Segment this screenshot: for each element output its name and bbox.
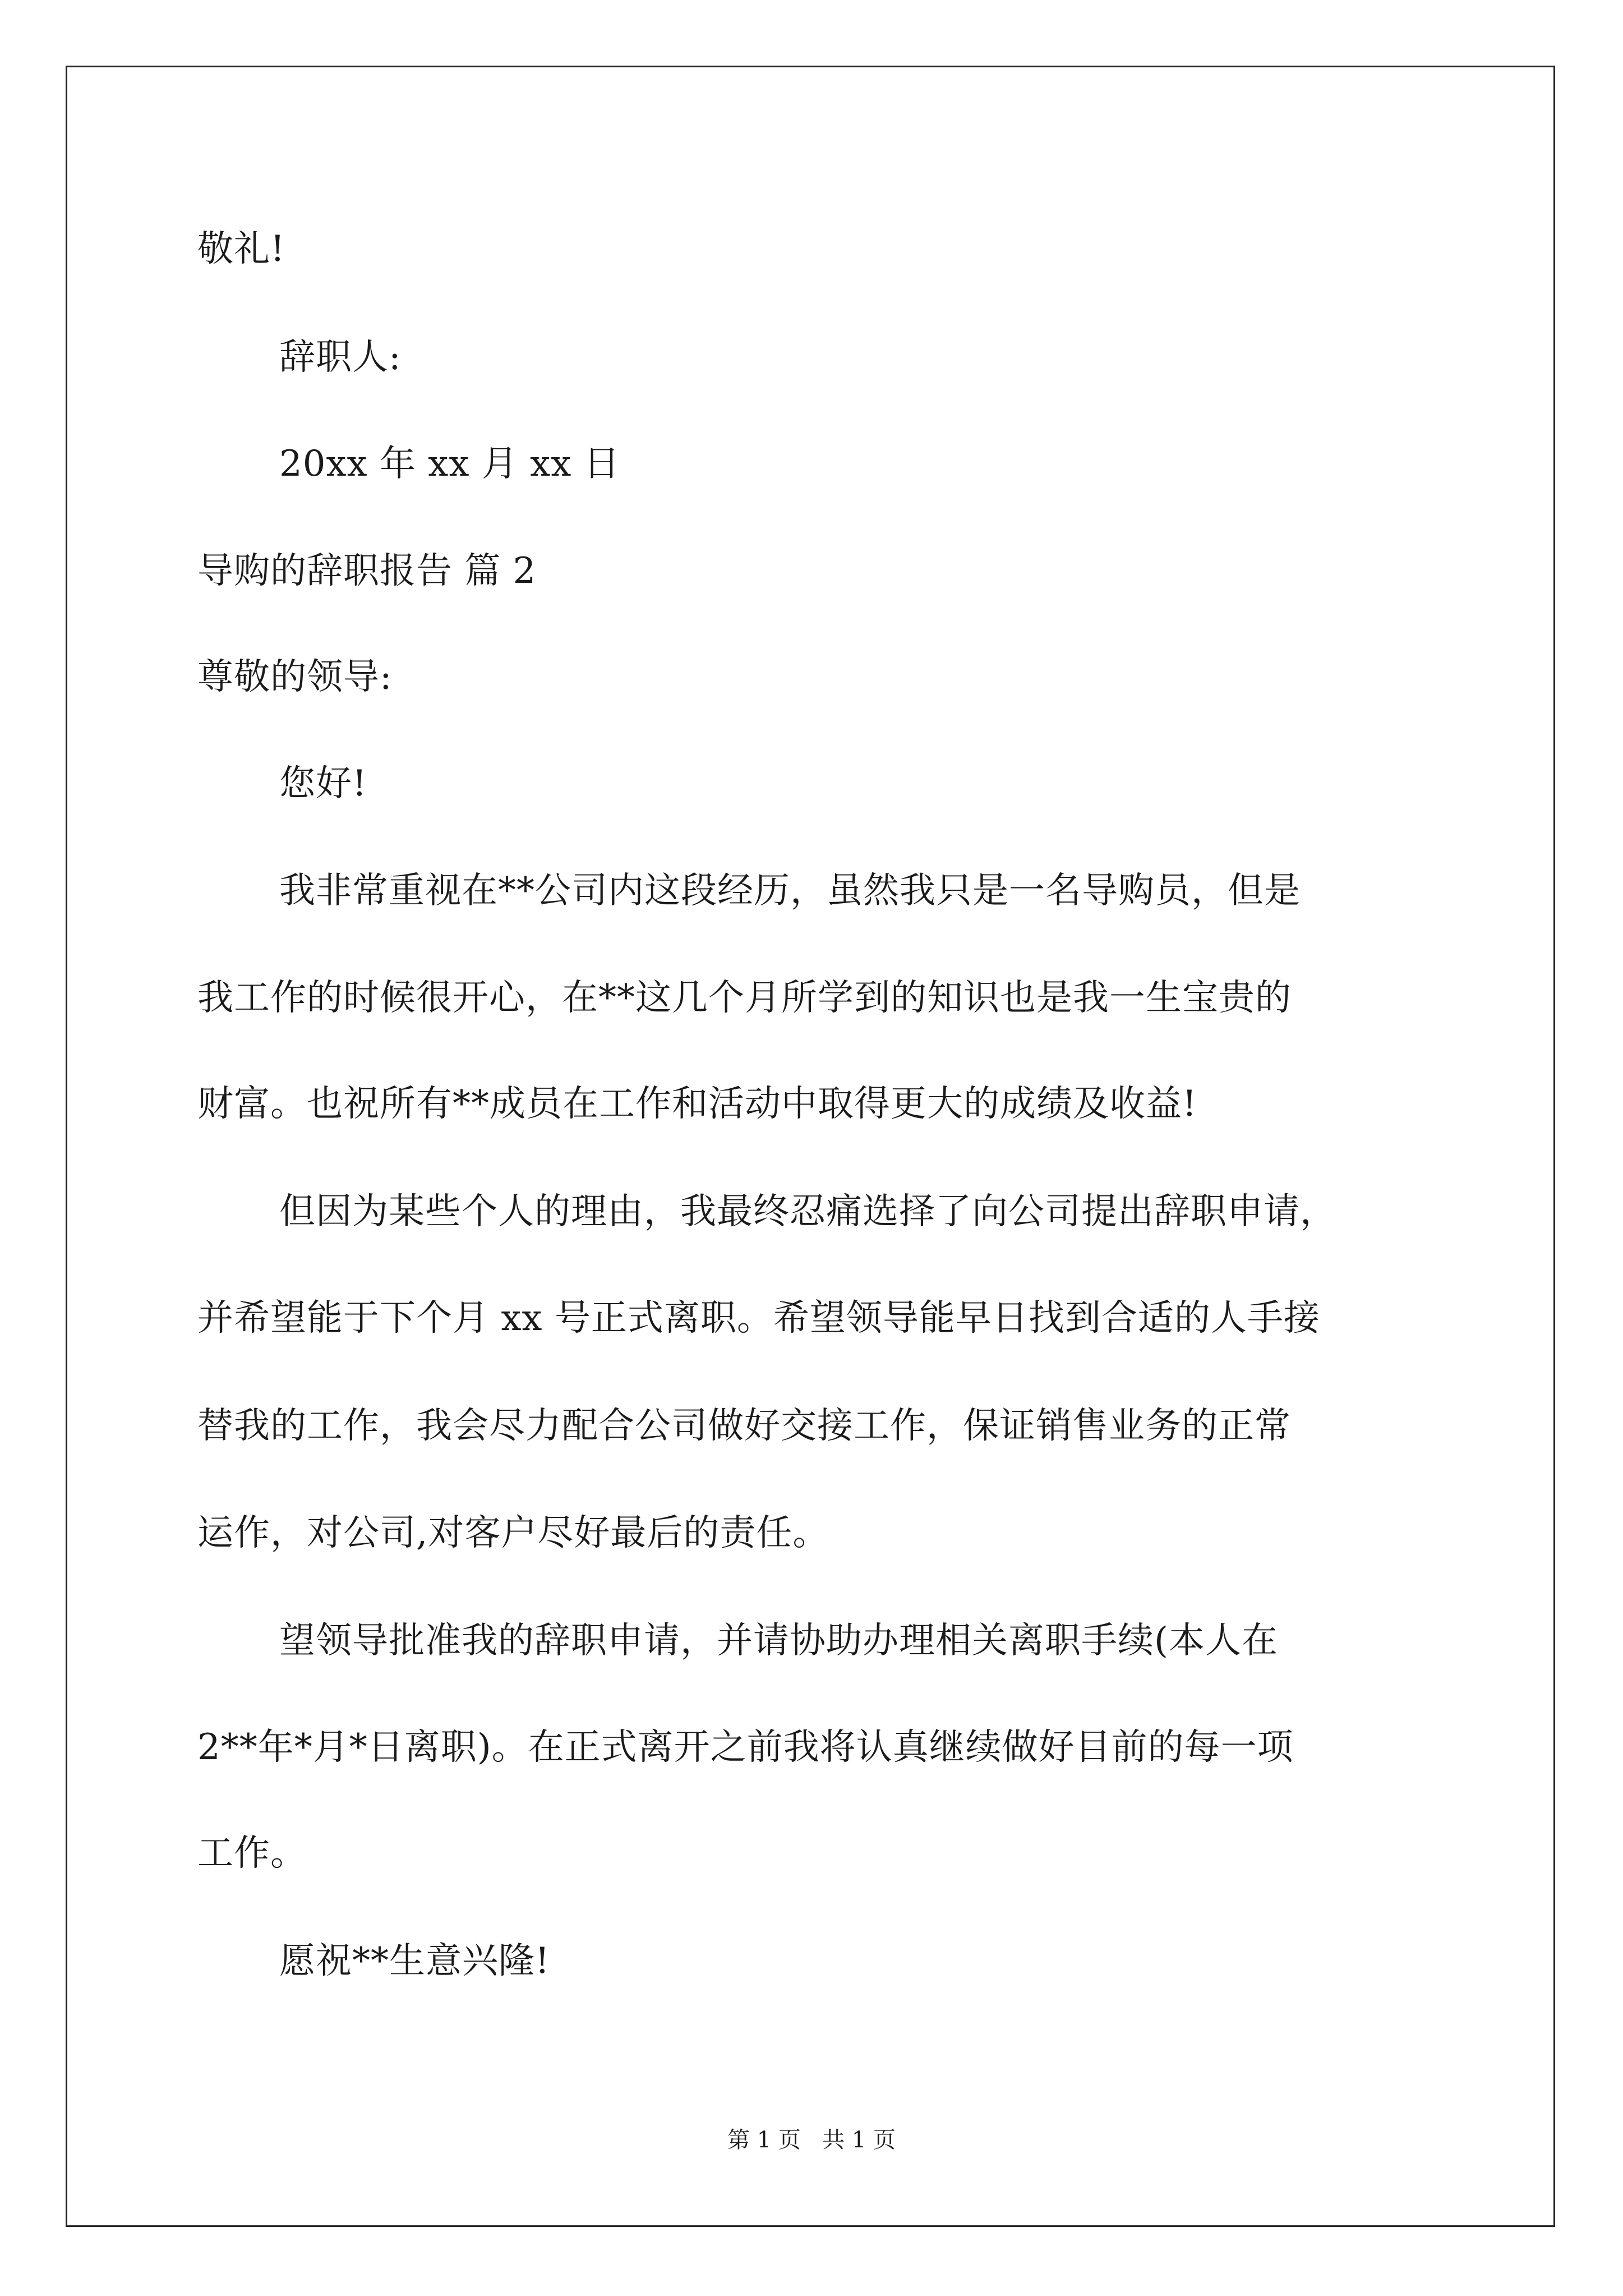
section-title: 导购的辞职报告 篇 2 [197,550,537,592]
letter-addressee: 尊敬的领导: [197,656,393,698]
signer-label: 辞职人: [279,337,402,378]
signature-date: 20xx 年 xx 月 xx 日 [279,443,620,485]
closing-wish: 愿祝**生意兴隆! [279,1940,550,1982]
paragraph-line: 替我的工作，我会尽力配合公司做好交接工作，保证销售业务的正常 [197,1405,1291,1447]
paragraph-line: 工作。 [197,1833,307,1874]
paragraph-line: 财富。也祝所有**成员在工作和活动中取得更大的成绩及收益! [197,1083,1197,1125]
closing-salute: 敬礼! [197,228,285,270]
paragraph-line: 2**年*月*日离职)。在正式离开之前我将认真继续做好目前的每一项 [197,1727,1294,1768]
paragraph-line: 运作，对公司,对客户尽好最后的责任。 [197,1512,829,1554]
paragraph-line: 并希望能于下个月 xx 号正式离职。希望领导能早日找到合适的人手接 [197,1297,1320,1339]
page-border [66,66,1555,2227]
paragraph-line: 我非常重视在**公司内这段经历，虽然我只是一名导购员，但是 [279,870,1301,912]
paragraph-line: 望领导批准我的辞职申请，并请协助办理相关离职手续(本人在 [279,1620,1278,1662]
page-footer: 第 1 页 共 1 页 [727,2127,896,2153]
letter-greeting: 您好! [279,763,367,804]
paragraph-line: 我工作的时候很开心，在**这几个月所学到的知识也是我一生宝贵的 [197,977,1292,1019]
paragraph-line: 但因为某些个人的理由，我最终忍痛选择了向公司提出辞职申请， [279,1191,1336,1232]
